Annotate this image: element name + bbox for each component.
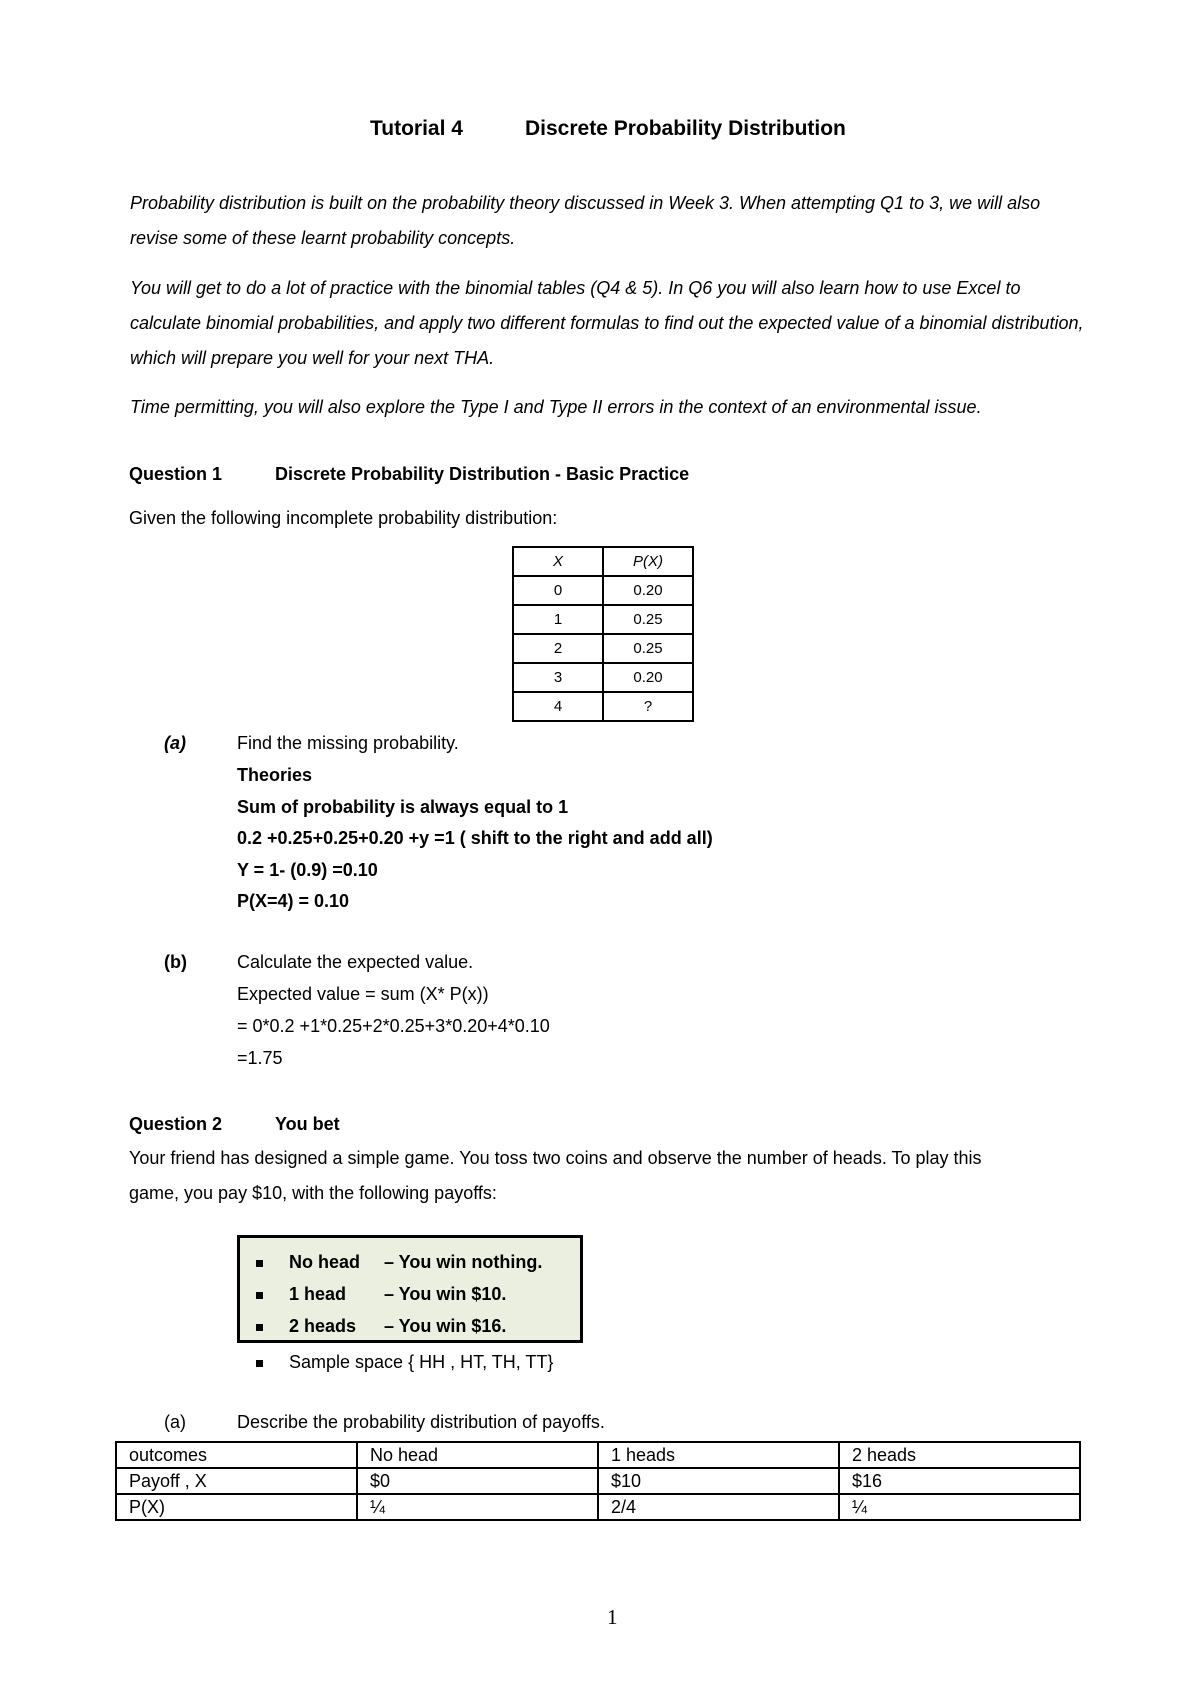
table-cell: 0.25 <box>603 634 693 663</box>
table-row <box>116 1468 1080 1494</box>
table-row <box>513 576 693 605</box>
bullet-icon <box>256 1260 263 1267</box>
part-b-label: (b) <box>164 952 187 972</box>
page-number: 1 <box>607 1605 618 1629</box>
tutorial-number: Tutorial 4 <box>370 117 463 140</box>
table-row <box>513 634 693 663</box>
table-cell: 2 <box>513 634 603 663</box>
table-cell: 0.25 <box>603 605 693 634</box>
part-a-label: (a) <box>164 733 186 753</box>
table-cell: $16 <box>839 1468 1080 1494</box>
table-cell: ¼ <box>839 1494 1080 1520</box>
table-cell: 2 heads <box>839 1442 1080 1468</box>
table-cell: ? <box>603 692 693 721</box>
table-header: X <box>513 547 603 576</box>
table-header-row <box>513 547 693 576</box>
table-cell: P(X) <box>116 1494 357 1520</box>
table-cell: No head <box>357 1442 598 1468</box>
answer-line: Theories <box>237 765 313 785</box>
part-b-question: Calculate the expected value. <box>237 952 474 972</box>
table-row <box>116 1494 1080 1520</box>
table-cell: $0 <box>357 1468 598 1494</box>
payoff-item <box>256 1252 542 1273</box>
page-title <box>370 117 846 141</box>
answer-line: Sum of probability is always equal to 1 <box>237 797 569 817</box>
table-row <box>513 605 693 634</box>
table-cell: 1 <box>513 605 603 634</box>
payoff-result: – You win $16. <box>384 1316 507 1336</box>
question-2-paragraph-line-1: Your friend has designed a simple game. You toss two coins and observe the number of heads. To play this <box>129 1148 982 1168</box>
payoff-result: – You win nothing. <box>384 1252 543 1272</box>
question-2-label: Question 2 <box>129 1114 223 1134</box>
table-header: P(X) <box>603 547 693 576</box>
table-cell: 0.20 <box>603 576 693 605</box>
table-cell: $10 <box>598 1468 839 1494</box>
question-2-paragraph-line-2: game, you pay $10, with the following payoffs: <box>129 1183 497 1203</box>
table-cell: ¼ <box>357 1494 598 1520</box>
question-1-label: Question 1 <box>129 464 223 484</box>
bullet-icon <box>256 1360 263 1367</box>
part-a-question: Find the missing probability. <box>237 733 459 753</box>
answer-line: =1.75 <box>237 1048 283 1068</box>
tutorial-topic: Discrete Probability Distribution <box>525 117 846 140</box>
table-cell: 0 <box>513 576 603 605</box>
table-cell: 4 <box>513 692 603 721</box>
payoff-result: – You win $10. <box>384 1284 507 1304</box>
payoff-item <box>256 1316 506 1337</box>
payoff-distribution-table <box>115 1441 1081 1521</box>
table-cell: 0.20 <box>603 663 693 692</box>
table-row <box>513 692 693 721</box>
payoff-box <box>237 1235 583 1343</box>
table-row <box>116 1442 1080 1468</box>
intro-paragraph-1: Probability distribution is built on the probability theory discussed in Week 3. When attempting Q1 to 3, we will also revise some of these learnt probability concepts. <box>130 193 1041 248</box>
answer-line: Y = 1- (0.9) =0.10 <box>237 860 378 880</box>
intro-paragraph-2: You will get to do a lot of practice with the binomial tables (Q4 & 5). In Q6 you will also learn how to use Excel to calculate binomial probabilities, and apply two different formulas to find out the expected value of a binomial distribution, which will prepare you well for your next THA. <box>130 278 1084 368</box>
bullet-icon <box>256 1292 263 1299</box>
payoff-case: 2 heads <box>289 1316 357 1336</box>
q2-part-a-label: (a) <box>164 1412 186 1432</box>
question-2-title: You bet <box>275 1114 340 1134</box>
answer-line: Expected value = sum (X* P(x)) <box>237 984 489 1004</box>
sample-space-text: Sample space { HH , HT, TH, TT} <box>289 1352 554 1372</box>
answer-line: P(X=4) = 0.10 <box>237 891 350 911</box>
q2-part-a-question: Describe the probability distribution of payoffs. <box>237 1412 605 1432</box>
sample-space <box>256 1352 553 1373</box>
intro-paragraph-3: Time permitting, you will also explore the Type I and Type II errors in the context of an environmental issue. <box>130 397 982 417</box>
question-1-title: Discrete Probability Distribution - Basic Practice <box>275 464 690 484</box>
table-cell: Payoff , X <box>116 1468 357 1494</box>
table-row <box>513 663 693 692</box>
bullet-icon <box>256 1324 263 1331</box>
probability-distribution-table <box>512 546 694 722</box>
table-cell: 3 <box>513 663 603 692</box>
answer-line: 0.2 +0.25+0.25+0.20 +y =1 ( shift to the right and add all) <box>237 828 713 848</box>
payoff-item <box>256 1284 506 1305</box>
table-cell: 2/4 <box>598 1494 839 1520</box>
table-cell: 1 heads <box>598 1442 839 1468</box>
table-cell: outcomes <box>116 1442 357 1468</box>
answer-line: = 0*0.2 +1*0.25+2*0.25+3*0.20+4*0.10 <box>237 1016 550 1036</box>
payoff-case: 1 head <box>289 1284 347 1304</box>
question-1-prompt: Given the following incomplete probability distribution: <box>129 508 558 528</box>
payoff-case: No head <box>289 1252 361 1272</box>
